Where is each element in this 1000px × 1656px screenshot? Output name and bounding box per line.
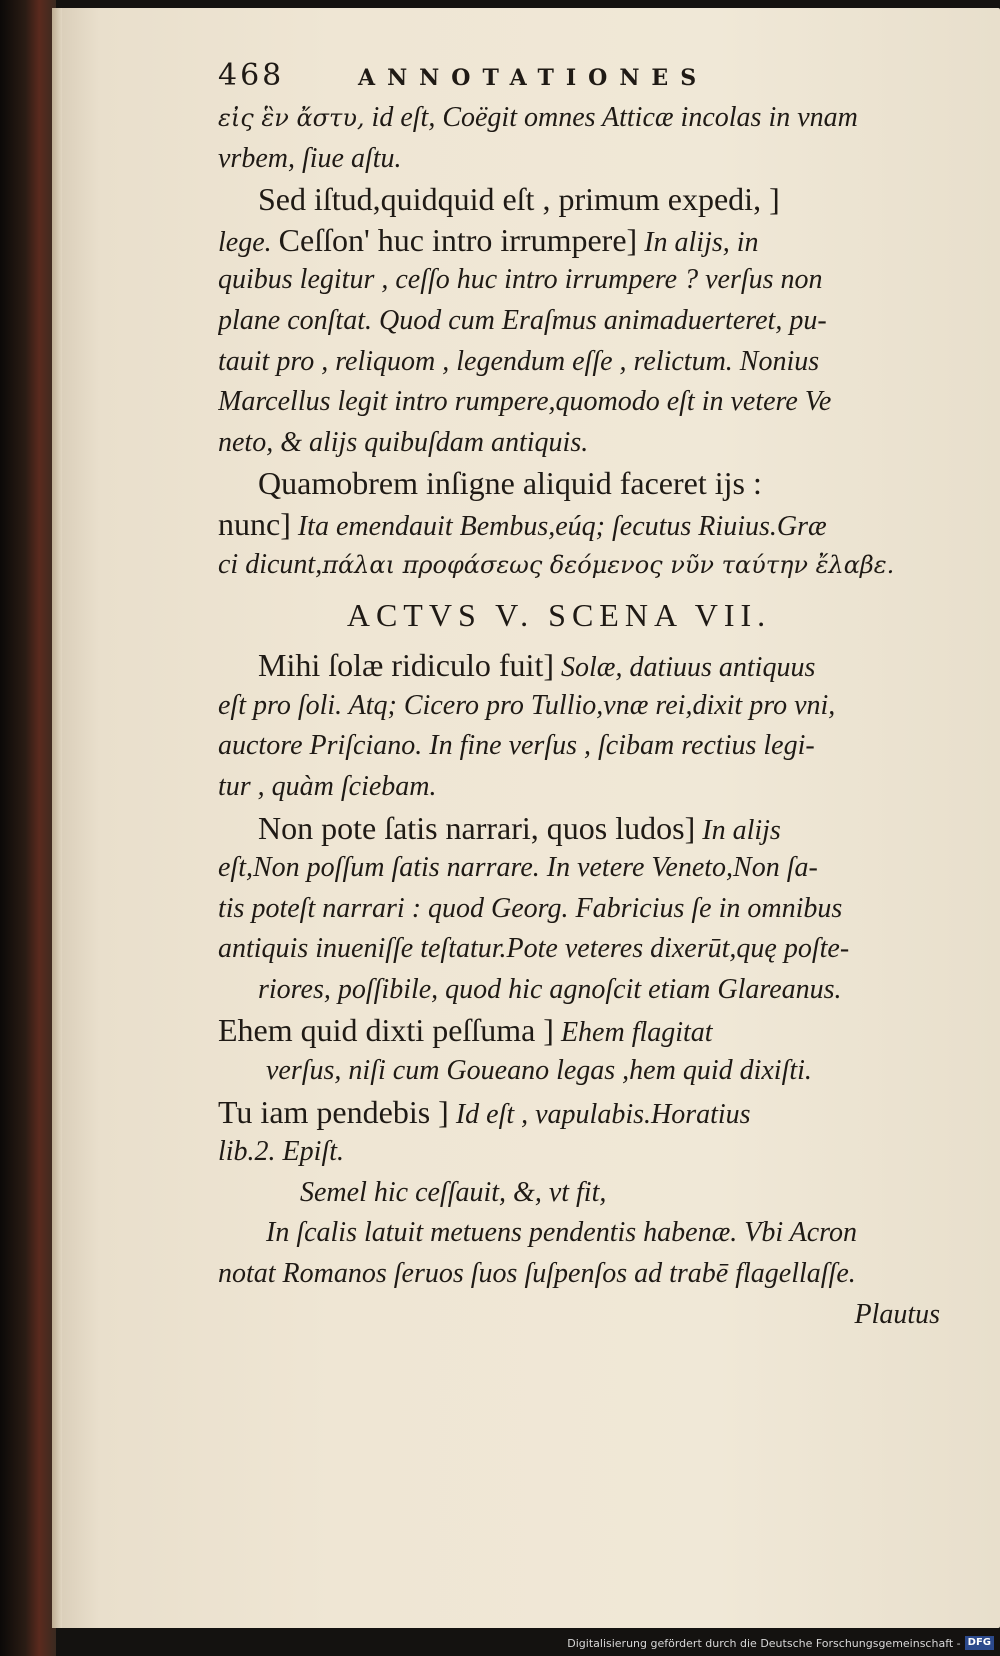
text-line: [218, 848, 970, 889]
text-line: [218, 929, 970, 970]
text-line: [218, 382, 970, 423]
text-line: [218, 1010, 970, 1051]
text-line: [218, 504, 970, 545]
commentary-text: vrbem, ſiue aſtu.: [218, 142, 402, 174]
lemma-text: Mihi ſolæ ridiculo fuit]: [258, 647, 554, 684]
greek-text: εἰς ἓν ἄστυ,: [218, 104, 365, 132]
text-line: [218, 767, 970, 808]
page-number: 468: [218, 58, 285, 93]
text-line: [218, 260, 970, 301]
lemma-text: Quamobrem inſigne aliquid faceret ijs :: [258, 465, 762, 502]
text-line: [218, 98, 970, 139]
text-line: [218, 645, 970, 686]
commentary-text: eſt,Non poſſum ſatis narrare. In vetere Veneto,Non ſa-: [218, 852, 818, 884]
commentary-text: tur , quàm ſciebam.: [218, 770, 437, 802]
dfg-logo: DFG: [965, 1636, 994, 1650]
text-line: [218, 1092, 970, 1133]
page-gutter-shadow: [52, 8, 62, 1628]
page-text: [218, 58, 970, 1335]
text-line: [218, 1132, 970, 1173]
credit-text: Digitalisierung gefördert durch die Deutsche Forschungsgemeinschaft -: [567, 1636, 961, 1650]
commentary-text: neto, & alijs quibuſdam antiquis.: [218, 426, 589, 458]
commentary-text: quibus legitur , ceſſo huc intro irrumpere ? verſus non: [218, 264, 823, 296]
text-body: [218, 98, 970, 1335]
commentary-text: tis poteſt narrari : quod Georg. Fabricius ſe in omnibus: [218, 892, 843, 924]
text-line: [218, 726, 970, 767]
text-line: [218, 220, 970, 261]
text-line: [218, 889, 970, 930]
text-line: [218, 970, 970, 1011]
commentary-text: ci dicunt,: [218, 548, 323, 580]
commentary-text: Ehem flagitat: [553, 1017, 713, 1049]
commentary-text: In ſcalis latuit metuens pendentis habenæ. Vbi Acron: [266, 1217, 858, 1249]
digitization-credit: [567, 1634, 994, 1652]
lemma-text: Ceſſon' huc intro irrumpere]: [278, 221, 638, 258]
page-header: [218, 58, 970, 98]
commentary-text: Semel hic ceſſauit, &, vt fit,: [300, 1176, 607, 1208]
commentary-text: Solæ, datiuus antiquus: [553, 652, 816, 684]
commentary-text: Id eſt , vapulabis.Horatius: [448, 1098, 751, 1130]
lemma-text: Tu iam pendebis ]: [218, 1093, 449, 1130]
text-line: [218, 1254, 970, 1295]
act-scene-heading: ACTVS V. SCENA VII.: [346, 597, 772, 634]
commentary-text: Plautus: [854, 1298, 940, 1330]
text-line: [218, 301, 970, 342]
commentary-text: Marcellus legit intro rumpere,quomodo eſt in vetere Ve: [218, 386, 832, 418]
commentary-text: eſt pro ſoli. Atq; Cicero pro Tullio,vnæ rei,dixit pro vni,: [218, 689, 836, 721]
commentary-text: In alijs: [695, 814, 781, 846]
text-line: [218, 686, 970, 727]
lemma-text: Sed iſtud,quidquid eſt , primum expedi, ]: [258, 181, 780, 218]
commentary-text: riores, poſſibile, quod hic agnoſcit etiam Glareanus.: [258, 973, 842, 1005]
text-line: [218, 545, 970, 586]
lemma-text: nunc]: [218, 505, 291, 542]
lemma-text: Non pote ſatis narrari, quos ludos]: [258, 809, 696, 846]
text-line: [218, 1213, 970, 1254]
commentary-text: auctore Priſciano. In fine verſus , ſcibam rectius legi-: [218, 730, 815, 762]
commentary-text: id eſt, Coëgit omnes Atticæ incolas in vnam: [364, 102, 858, 133]
text-line: [218, 342, 970, 383]
text-line: [218, 139, 970, 180]
commentary-text: tauit pro , reliquom , legendum eſſe , relictum. Nonius: [218, 345, 820, 377]
commentary-text: plane conſtat. Quod cum Eraſmus animaduerteret, pu-: [218, 304, 827, 336]
book-spine: [0, 0, 56, 1656]
text-line: [218, 1173, 970, 1214]
commentary-text: notat Romanos ſeruos ſuos ſuſpenſos ad trabē flagellaſſe.: [218, 1258, 856, 1290]
text-line: [218, 423, 970, 464]
text-line: [218, 1295, 970, 1336]
greek-text: πάλαι προφάσεως δεόμενος νῦν ταύτην ἔλαβε.: [322, 550, 895, 579]
commentary-text: Ita emendauit Bembus,eúq; ſecutus Riuius.Græ: [290, 510, 827, 542]
commentary-text: In alijs, in: [637, 226, 759, 258]
commentary-text: antiquis inueniſſe teſtatur.Pote veteres dixerūt,quę poſte-: [218, 933, 850, 965]
text-line: [218, 463, 970, 504]
text-line: [218, 179, 970, 220]
text-line: [218, 1051, 970, 1092]
text-line: [218, 808, 970, 849]
commentary-text: verſus, niſi cum Goueano legas ,hem quid dixiſti.: [266, 1055, 812, 1087]
commentary-text: lib.2. Epiſt.: [218, 1136, 344, 1168]
lemma-text: Ehem quid dixti peſſuma ]: [218, 1012, 554, 1049]
running-head: ANNOTATIONES: [358, 65, 709, 91]
commentary-text: lege.: [218, 226, 279, 258]
